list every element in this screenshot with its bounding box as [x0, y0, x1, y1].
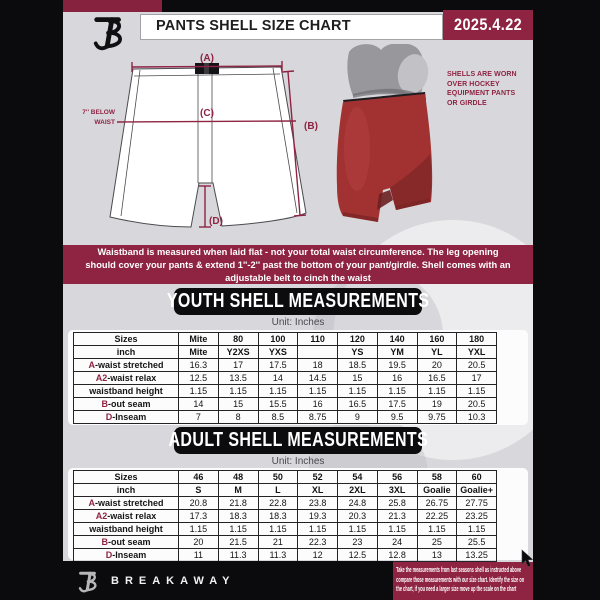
row-label: inch — [74, 346, 179, 359]
table-cell: Goalie+ — [457, 484, 497, 497]
table-cell: 8.75 — [298, 411, 338, 424]
adult-measurements-table — [73, 470, 497, 562]
table-cell: YS — [338, 346, 378, 359]
row-label: A-waist stretched — [74, 497, 179, 510]
table-cell: 180 — [457, 333, 497, 346]
table-row — [74, 385, 497, 398]
table-cell: 19.5 — [377, 359, 417, 372]
table-cell: 21.3 — [377, 510, 417, 523]
table-cell: 18.3 — [258, 510, 298, 523]
measurement-notice: Waistband is measured when laid flat - not your total waist circumference. The leg opening should cover your pants & extend 1''-2'' past the bottom of your pant/girdle. Shell comes with an adjustable belt to cinch the waist — [63, 245, 533, 284]
table-cell: 1.15 — [218, 523, 258, 536]
date-text: 2025.4.22 — [453, 15, 523, 34]
brand-wordmark: BREAKAWAY — [111, 574, 236, 587]
table-cell: 27.75 — [457, 497, 497, 510]
table-cell: 3XL — [377, 484, 417, 497]
table-cell: 15 — [218, 398, 258, 411]
mouse-cursor — [519, 549, 535, 569]
row-label: waistband height — [74, 385, 179, 398]
table-cell: 13.25 — [457, 549, 497, 562]
table-cell: L — [258, 484, 298, 497]
table-cell: 15.5 — [258, 398, 298, 411]
table-cell: Goalie — [417, 484, 457, 497]
table-cell: 20.5 — [457, 398, 497, 411]
table-cell: Mite — [179, 333, 219, 346]
table-cell: 9 — [338, 411, 378, 424]
table-cell: 12.5 — [338, 549, 378, 562]
table-cell: 80 — [218, 333, 258, 346]
table-cell: 20.8 — [179, 497, 219, 510]
row-label: A2-waist relax — [74, 372, 179, 385]
adult-unit-label: Unit: Inches — [271, 456, 325, 467]
table-cell: 10.3 — [457, 411, 497, 424]
table-cell: 11.3 — [258, 549, 298, 562]
table-cell: 16.5 — [417, 372, 457, 385]
table-cell: 17.3 — [179, 510, 219, 523]
table-cell: 160 — [417, 333, 457, 346]
table-cell: 110 — [298, 333, 338, 346]
table-cell: 23 — [338, 536, 378, 549]
pants-measurement-diagram — [70, 50, 324, 236]
table-cell: 46 — [179, 471, 219, 484]
table-cell: 8 — [218, 411, 258, 424]
table-cell: 16 — [298, 398, 338, 411]
table-cell: 2XL — [338, 484, 378, 497]
left-black-strip — [0, 0, 63, 600]
table-cell: 15 — [338, 372, 378, 385]
table-cell: 19.3 — [298, 510, 338, 523]
table-cell: 1.15 — [377, 523, 417, 536]
table-cell: 20.5 — [457, 359, 497, 372]
table-cell: S — [179, 484, 219, 497]
table-cell: 23.8 — [298, 497, 338, 510]
row-label: Sizes — [74, 333, 179, 346]
row-label: D-Inseam — [74, 411, 179, 424]
footer-brand-bar — [63, 561, 393, 600]
table-row — [74, 484, 497, 497]
table-cell: 1.15 — [457, 523, 497, 536]
table-cell: 100 — [258, 333, 298, 346]
table-cell: 1.15 — [338, 523, 378, 536]
shell-photo — [335, 44, 445, 236]
table-cell: 50 — [258, 471, 298, 484]
table-cell: 16.3 — [179, 359, 219, 372]
table-cell: 25.8 — [377, 497, 417, 510]
table-row — [74, 372, 497, 385]
table-cell: 1.15 — [179, 385, 219, 398]
table-cell: 22.8 — [258, 497, 298, 510]
table-row — [74, 510, 497, 523]
table-cell: 1.15 — [218, 385, 258, 398]
table-cell: Mite — [179, 346, 219, 359]
flyer-content — [63, 0, 533, 600]
table-cell: 16 — [377, 372, 417, 385]
table-cell: 18.5 — [338, 359, 378, 372]
right-black-strip — [533, 0, 600, 600]
table-cell: 1.15 — [338, 385, 378, 398]
table-cell: 22.25 — [417, 510, 457, 523]
table-cell: 58 — [417, 471, 457, 484]
measure-label-c: (C) — [200, 108, 214, 119]
row-label: A-waist stretched — [74, 359, 179, 372]
table-row — [74, 549, 497, 562]
table-cell: YXS — [258, 346, 298, 359]
table-cell: YL — [417, 346, 457, 359]
table-cell: 14 — [258, 372, 298, 385]
table-cell: 13 — [417, 549, 457, 562]
page-title: PANTS SHELL SIZE CHART — [140, 14, 443, 40]
table-cell: M — [218, 484, 258, 497]
table-cell: 21.5 — [218, 536, 258, 549]
table-row — [74, 523, 497, 536]
table-cell: 60 — [457, 471, 497, 484]
table-cell: 17 — [218, 359, 258, 372]
table-row — [74, 359, 497, 372]
table-row — [74, 411, 497, 424]
waist-note-line1: 7'' BELOW — [82, 109, 115, 116]
table-cell: 24.8 — [338, 497, 378, 510]
table-row — [74, 471, 497, 484]
table-row — [74, 333, 497, 346]
row-label: A2-waist relax — [74, 510, 179, 523]
table-cell: 1.15 — [258, 523, 298, 536]
table-cell: 14.5 — [298, 372, 338, 385]
date-badge — [443, 10, 533, 40]
table-cell: 140 — [377, 333, 417, 346]
table-cell: 26.75 — [417, 497, 457, 510]
measure-label-a: (A) — [200, 53, 214, 64]
table-row — [74, 497, 497, 510]
table-cell: 21.8 — [218, 497, 258, 510]
pants-outline — [110, 63, 306, 227]
breakaway-footer-logo-icon — [76, 569, 102, 593]
table-cell: 120 — [338, 333, 378, 346]
measure-label-b: (B) — [304, 121, 318, 132]
table-cell: 1.15 — [377, 385, 417, 398]
youth-unit-label: Unit: Inches — [271, 317, 325, 328]
table-cell: 7 — [179, 411, 219, 424]
table-cell: 11 — [179, 549, 219, 562]
table-cell: 18.3 — [218, 510, 258, 523]
table-cell: 1.15 — [258, 385, 298, 398]
table-cell: 1.15 — [417, 523, 457, 536]
table-cell: 1.15 — [298, 523, 338, 536]
table-cell: 13.5 — [218, 372, 258, 385]
adult-section-heading: ADULT SHELL MEASUREMENTS — [174, 427, 422, 454]
table-cell: 56 — [377, 471, 417, 484]
youth-section-heading: YOUTH SHELL MEASUREMENTS — [174, 288, 422, 315]
breakaway-logo-icon — [86, 13, 134, 51]
table-cell: 20 — [179, 536, 219, 549]
table-cell: 48 — [218, 471, 258, 484]
table-cell: 8.5 — [258, 411, 298, 424]
table-cell: 52 — [298, 471, 338, 484]
row-label: Sizes — [74, 471, 179, 484]
table-cell: 17.5 — [258, 359, 298, 372]
table-cell: 11.3 — [218, 549, 258, 562]
row-label: inch — [74, 484, 179, 497]
table-cell: 9.5 — [377, 411, 417, 424]
table-cell: 22.3 — [298, 536, 338, 549]
table-cell: 20 — [417, 359, 457, 372]
table-cell: YXL — [457, 346, 497, 359]
table-cell: 14 — [179, 398, 219, 411]
table-cell: 12 — [298, 549, 338, 562]
table-cell: 1.15 — [457, 385, 497, 398]
table-cell: 24 — [377, 536, 417, 549]
table-cell: 54 — [338, 471, 378, 484]
table-cell: 19 — [417, 398, 457, 411]
photo-caption: SHELLS ARE WORN OVER HOCKEY EQUIPMENT PANTS OR GIRDLE — [447, 71, 517, 107]
youth-measurements-table — [73, 332, 497, 424]
table-cell: 12.5 — [179, 372, 219, 385]
table-cell: 12.8 — [377, 549, 417, 562]
table-cell: 21 — [258, 536, 298, 549]
table-cell: 17 — [457, 372, 497, 385]
table-cell: 25 — [417, 536, 457, 549]
table-cell: 1.15 — [417, 385, 457, 398]
top-bar-accent — [63, 0, 162, 12]
table-row — [74, 398, 497, 411]
table-cell: 16.5 — [338, 398, 378, 411]
table-cell: XL — [298, 484, 338, 497]
table-cell: YM — [377, 346, 417, 359]
row-label: D-Inseam — [74, 549, 179, 562]
table-cell: 18 — [298, 359, 338, 372]
table-cell: Y2XS — [218, 346, 258, 359]
table-cell: 20.3 — [338, 510, 378, 523]
footer-instructions: Take the measurements from last seasons shell as instructed above compare those measurements with our size chart. Identify the size on the chart, if you need a larger size move up the scale on the chart — [393, 562, 533, 600]
table-cell: 9.75 — [417, 411, 457, 424]
row-label: waistband height — [74, 523, 179, 536]
row-label: B-out seam — [74, 398, 179, 411]
row-label: B-out seam — [74, 536, 179, 549]
measure-label-d: (D) — [209, 216, 223, 227]
table-row — [74, 536, 497, 549]
table-cell: 1.15 — [298, 385, 338, 398]
table-cell: 1.15 — [179, 523, 219, 536]
table-cell: 23.25 — [457, 510, 497, 523]
table-cell — [298, 346, 338, 359]
table-cell: 25.5 — [457, 536, 497, 549]
waist-note-line2: WAIST — [94, 119, 115, 126]
table-cell: 17.5 — [377, 398, 417, 411]
table-row — [74, 346, 497, 359]
